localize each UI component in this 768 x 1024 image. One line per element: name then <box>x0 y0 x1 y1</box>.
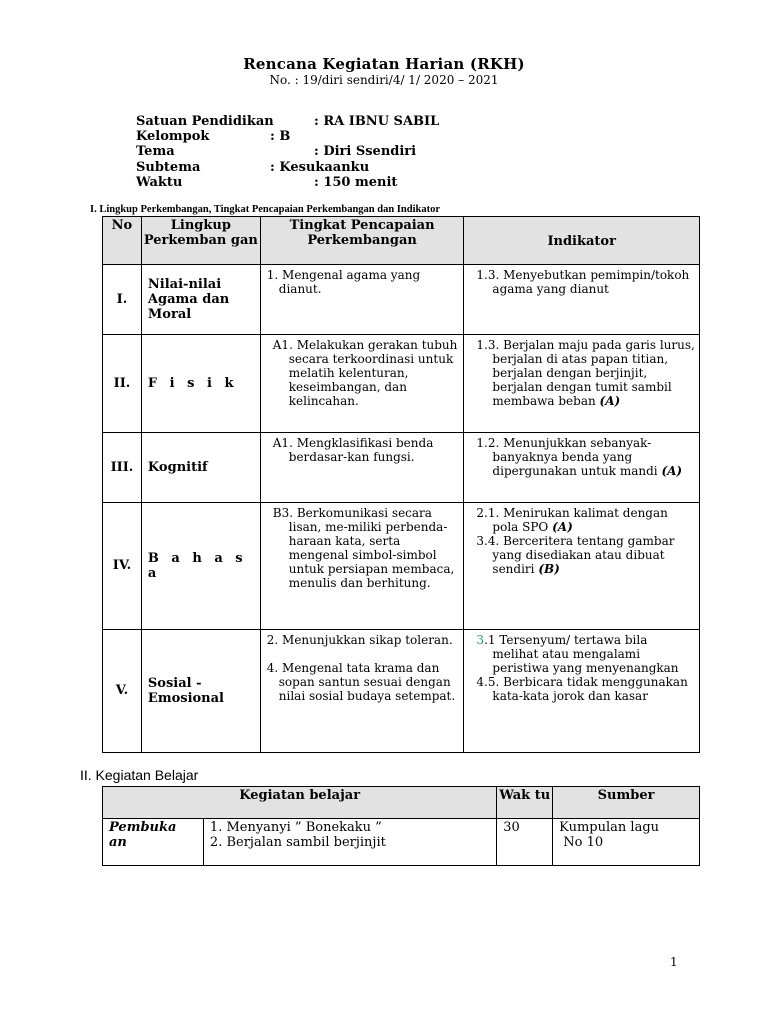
row-tpp <box>260 433 464 503</box>
table-row <box>103 503 700 630</box>
indikator-suffix: (A) <box>552 520 573 534</box>
row-lingkup: Sosial - Emosional <box>141 630 260 753</box>
row-tpp <box>260 630 464 753</box>
activity-source <box>553 819 700 866</box>
development-table <box>102 216 700 753</box>
phase-label: Pembuka an <box>103 819 204 866</box>
table-row <box>103 265 700 335</box>
indikator-suffix: (A) <box>661 464 683 478</box>
row-number: V. <box>103 630 142 753</box>
header-tpp: Tingkat Pencapaian Perkembangan <box>260 217 464 265</box>
indikator-suffix: (A) <box>599 394 621 408</box>
info-value: : B <box>270 129 291 145</box>
table-row <box>103 630 700 753</box>
activity-time: 30 <box>497 819 553 866</box>
table-row <box>103 433 700 503</box>
row-tpp <box>260 265 464 335</box>
tpp-item: B3. Berkomunikasi secara lisan, me-miliki perbenda- haraan kata, serta mengenal simbol-simbol untuk persiapan membaca, menulis dan berhitung. <box>272 506 455 590</box>
indikator-item <box>470 338 695 408</box>
row-number: II. <box>103 335 142 433</box>
indikator-item <box>470 633 695 675</box>
document-number: No. : 19/diri sendiri/4/ 1/ 2020 – 2021 <box>269 73 499 87</box>
indikator-item <box>470 436 695 478</box>
tpp-item: 4. Mengenal tata krama dan sopan santun sesuai dengan nilai sosial budaya setempat. <box>266 661 456 703</box>
row-indikator <box>464 335 700 433</box>
tpp-item: A1. Mengklasifikasi benda berdasar-kan fungsi. <box>272 436 434 464</box>
indikator-item: 4.5. Berbicara tidak menggunakan kata-kata jorok dan kasar <box>476 675 688 703</box>
info-value: : Kesukaanku <box>270 159 370 175</box>
page-number: 1 <box>670 955 678 969</box>
row-indikator <box>464 503 700 630</box>
section1-title: I. Lingkup Perkembangan, Tingkat Pencapaian Perkembangan dan Indikator <box>90 204 440 215</box>
info-label: Satuan Pendidikan <box>136 114 274 129</box>
header-lingkup: Lingkup Perkemban gan <box>141 217 260 265</box>
activity-items <box>203 819 496 866</box>
header-waktu: Wak tu <box>497 787 553 819</box>
row-number: IV. <box>103 503 142 630</box>
indikator-text: .1 Tersenyum/ tertawa bila melihat atau mengalami peristiwa yang menyenangkan <box>484 633 679 675</box>
row-tpp <box>260 335 464 433</box>
header-no: No <box>103 217 142 265</box>
table-row <box>103 335 700 433</box>
tpp-item: A1. Melakukan gerakan tubuh secara terkoordinasi untuk melatih kelenturan, keseimbangan, dan kelincahan. <box>272 338 458 408</box>
row-lingkup: F i s i k <box>141 335 260 433</box>
row-lingkup: B a h a s a <box>141 503 260 630</box>
info-label: Tema <box>136 144 175 160</box>
indikator-item <box>470 534 695 576</box>
row-number: III. <box>103 433 142 503</box>
row-lingkup: Nilai-nilai Agama dan Moral <box>141 265 260 335</box>
info-value: : Diri Ssendiri <box>314 144 417 160</box>
indikator-text: 1.3. Berjalan maju pada garis lurus, berjalan di atas papan titian, berjalan dengan berjinjit, berjalan dengan tumit sambil membawa beban <box>476 338 695 408</box>
section2-title: II. Kegiatan Belajar <box>80 767 199 783</box>
activity-item: 1. Menyanyi ” Bonekaku ” <box>209 820 382 835</box>
header-indikator: Indikator <box>464 217 700 265</box>
activity-table <box>102 786 700 866</box>
document-title: Rencana Kegiatan Harian (RKH) <box>243 55 525 73</box>
table-header-row <box>103 217 700 265</box>
indikator-item <box>470 506 695 534</box>
header-kegiatan: Kegiatan belajar <box>103 787 497 819</box>
tpp-item: 1. Mengenal agama yang dianut. <box>266 268 421 296</box>
indikator-suffix: (B) <box>538 562 560 576</box>
info-value: : 150 menit <box>314 174 398 190</box>
tpp-item: 2. Menunjukkan sikap toleran. <box>266 633 453 647</box>
table-row <box>103 819 700 866</box>
header-sumber: Sumber <box>553 787 700 819</box>
activity-item: 2. Berjalan sambil berjinjit <box>209 835 386 850</box>
indikator-text: 3.4. Berceritera tentang gambar yang disediakan atau dibuat sendiri <box>476 534 675 576</box>
row-indikator <box>464 265 700 335</box>
indikator-text: 1.2. Menunjukkan sebanyak-banyaknya benda yang dipergunakan untuk mandi <box>476 436 658 478</box>
indikator-green-digit: 3 <box>476 633 485 647</box>
info-value: : RA IBNU SABIL <box>314 114 440 129</box>
spacer <box>267 647 460 661</box>
row-number: I. <box>103 265 142 335</box>
indikator-text: 2.1. Menirukan kalimat dengan pola SPO <box>476 506 668 534</box>
row-tpp <box>260 503 464 630</box>
indikator-item: 1.3. Menyebutkan pemimpin/tokoh agama yang dianut <box>476 268 690 296</box>
source-line: Kumpulan lagu <box>559 820 660 835</box>
info-label: Subtema <box>136 159 201 175</box>
info-label: Waktu <box>136 174 183 190</box>
row-indikator <box>464 433 700 503</box>
info-label: Kelompok <box>136 129 210 145</box>
source-line: No 10 <box>559 835 604 850</box>
row-lingkup: Kognitif <box>141 433 260 503</box>
row-indikator <box>464 630 700 753</box>
table-header-row <box>103 787 700 819</box>
